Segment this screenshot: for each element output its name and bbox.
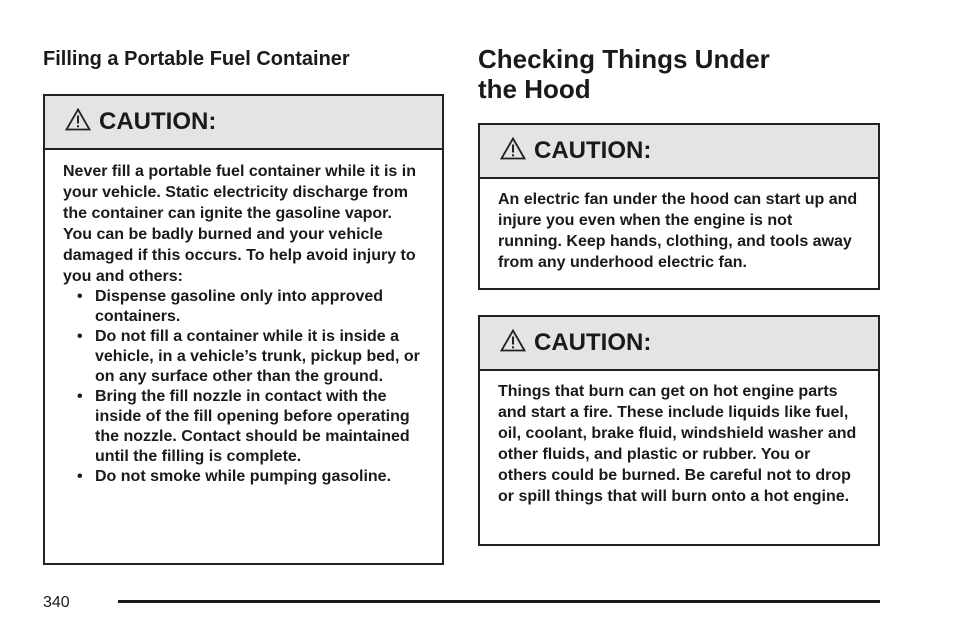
caution-label: CAUTION: <box>534 329 652 356</box>
caution-body <box>45 150 442 497</box>
bullet-item: • Dispense gasoline only into approved containers. <box>77 287 424 327</box>
caution-text: Things that burn can get on hot engine parts and start a fire. These include liquids like fuel, oil, coolant, brake fluid, windshield washer and other fluids, and plastic or rubber. You or others could be burned. Be careful not to drop or spill things that will burn onto a hot engine. <box>498 383 857 505</box>
section-title-line2: the Hood <box>478 74 591 104</box>
caution-box-electric-fan <box>478 123 880 290</box>
caution-label: CAUTION: <box>99 108 217 135</box>
caution-body <box>480 371 878 517</box>
subheading-filling-fuel-container: Filling a Portable Fuel Container <box>43 48 350 70</box>
bullet-item: • Bring the fill nozzle in contact with the inside of the fill opening before operating the nozzle. Contact should be maintained until the filling is complete. <box>77 387 424 467</box>
bullet-item: • Do not smoke while pumping gasoline. <box>77 467 424 487</box>
left-column <box>43 44 444 565</box>
warning-triangle-icon <box>65 108 91 131</box>
caution-header <box>45 96 442 150</box>
caution-label: CAUTION: <box>534 137 652 164</box>
section-title <box>478 44 880 104</box>
caution-body <box>480 179 878 283</box>
right-column <box>478 44 880 546</box>
caution-bullet-list <box>63 287 424 487</box>
caution-header <box>480 317 878 371</box>
caution-header <box>480 125 878 179</box>
caution-box-fuel-container <box>43 94 444 565</box>
section-title-line1: Checking Things Under <box>478 44 770 74</box>
caution-intro-text: Never fill a portable fuel container while it is in your vehicle. Static electricity discharge from the container can ignite the gasoline vapor. You can be badly burned and your vehicle damaged if this occurs. To help avoid injury to you and others: <box>63 163 416 285</box>
caution-box-hot-engine <box>478 315 880 546</box>
footer-divider <box>118 600 880 603</box>
warning-triangle-icon <box>500 137 526 160</box>
page-number: 340 <box>43 594 70 611</box>
warning-triangle-icon <box>500 329 526 352</box>
bullet-item: • Do not fill a container while it is inside a vehicle, in a vehicle’s trunk, pickup bed, or on any surface other than the ground. <box>77 327 424 387</box>
caution-text: An electric fan under the hood can start up and injure you even when the engine is not running. Keep hands, clothing, and tools away from any underhood electric fan. <box>498 191 858 271</box>
